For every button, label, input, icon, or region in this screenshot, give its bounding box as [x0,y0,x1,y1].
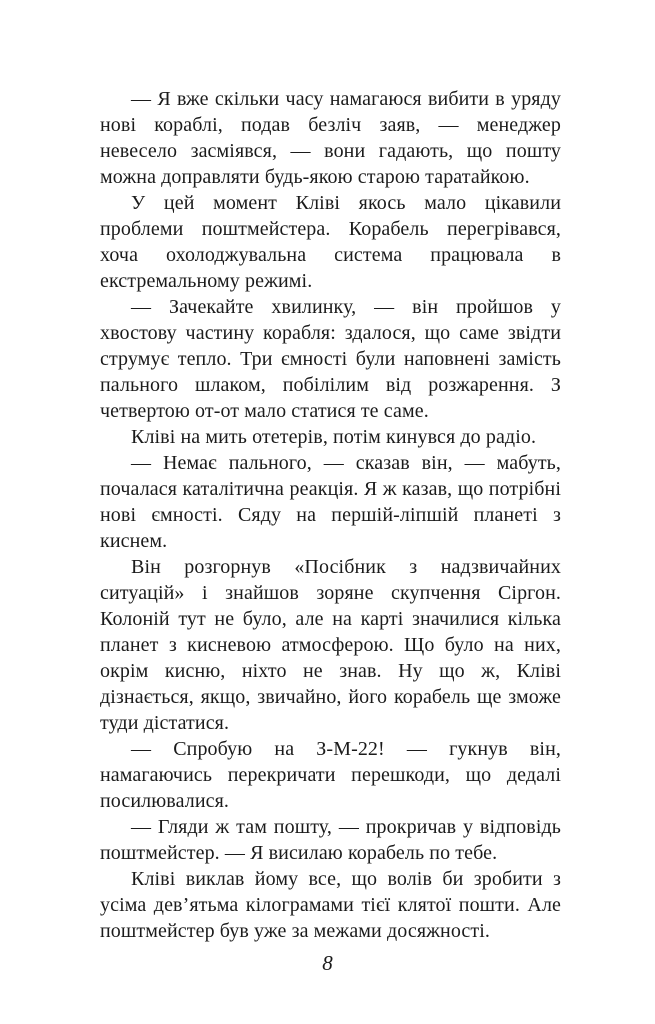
page-number: 8 [322,951,333,975]
page-text [100,86,561,944]
paragraph-dialogue-manager: — Я вже скільки часу намагаюся вибити в уряду нові кораблі, подав безліч заяв, — менеджер невесело засміявся, — вони гадають, що пошту можна доправляти будь-якою старою таратайкою. [100,88,561,188]
paragraph-narration-handbook: Він розгорнув «Посібник з надзвичайних ситуацій» і знайшов зоряне скупчення Сіргон. Колоній тут не було, але на карті значилися кілька планет з кисневою атмосферою. Що було на них, окрім кисню, ніхто не знав. Ну що ж, Кліві дізнається, якщо, звичайно, його корабель ще зможе туди дістатися. [100,556,561,734]
paragraph-dialogue-no-fuel: — Немає пального, — сказав він, — мабуть, почалася каталітична реакція. Я ж казав, що потрібні нові ємності. Сяду на першій-ліпшій планеті з киснем. [100,452,561,552]
paragraph-dialogue-postmaster: — Гляди ж там пошту, — прокричав у відповідь поштмейстер. — Я висилаю корабель по тебе. [100,816,561,864]
paragraph-dialogue-wait: — Зачекайте хвилинку, — він пройшов у хвостову частину корабля: здалося, що саме звідти струмує тепло. Три ємності були наповнені замість пального шлаком, побілілим від розжарення. З четвертою от-от мало статися те саме. [100,296,561,422]
paragraph-narration-mail: Кліві виклав йому все, що волів би зробити з усіма дев’ятьма кілограмами тієї клятої пошти. Але поштмейстер був уже за межами досяжності. [100,868,561,942]
paragraph-narration-radio: Кліві на мить отетерів, потім кинувся до радіо. [131,426,537,448]
paragraph-narration-overheating: У цей момент Кліві якось мало цікавили проблеми поштмейстера. Корабель перегрівався, хоча охолоджувальна система працювала в екстремальному режимі. [100,192,561,292]
paragraph-dialogue-zm22: — Спробую на З-М-22! — гукнув він, намагаючись перекричати перешкоди, що дедалі посилювалися. [100,738,561,812]
